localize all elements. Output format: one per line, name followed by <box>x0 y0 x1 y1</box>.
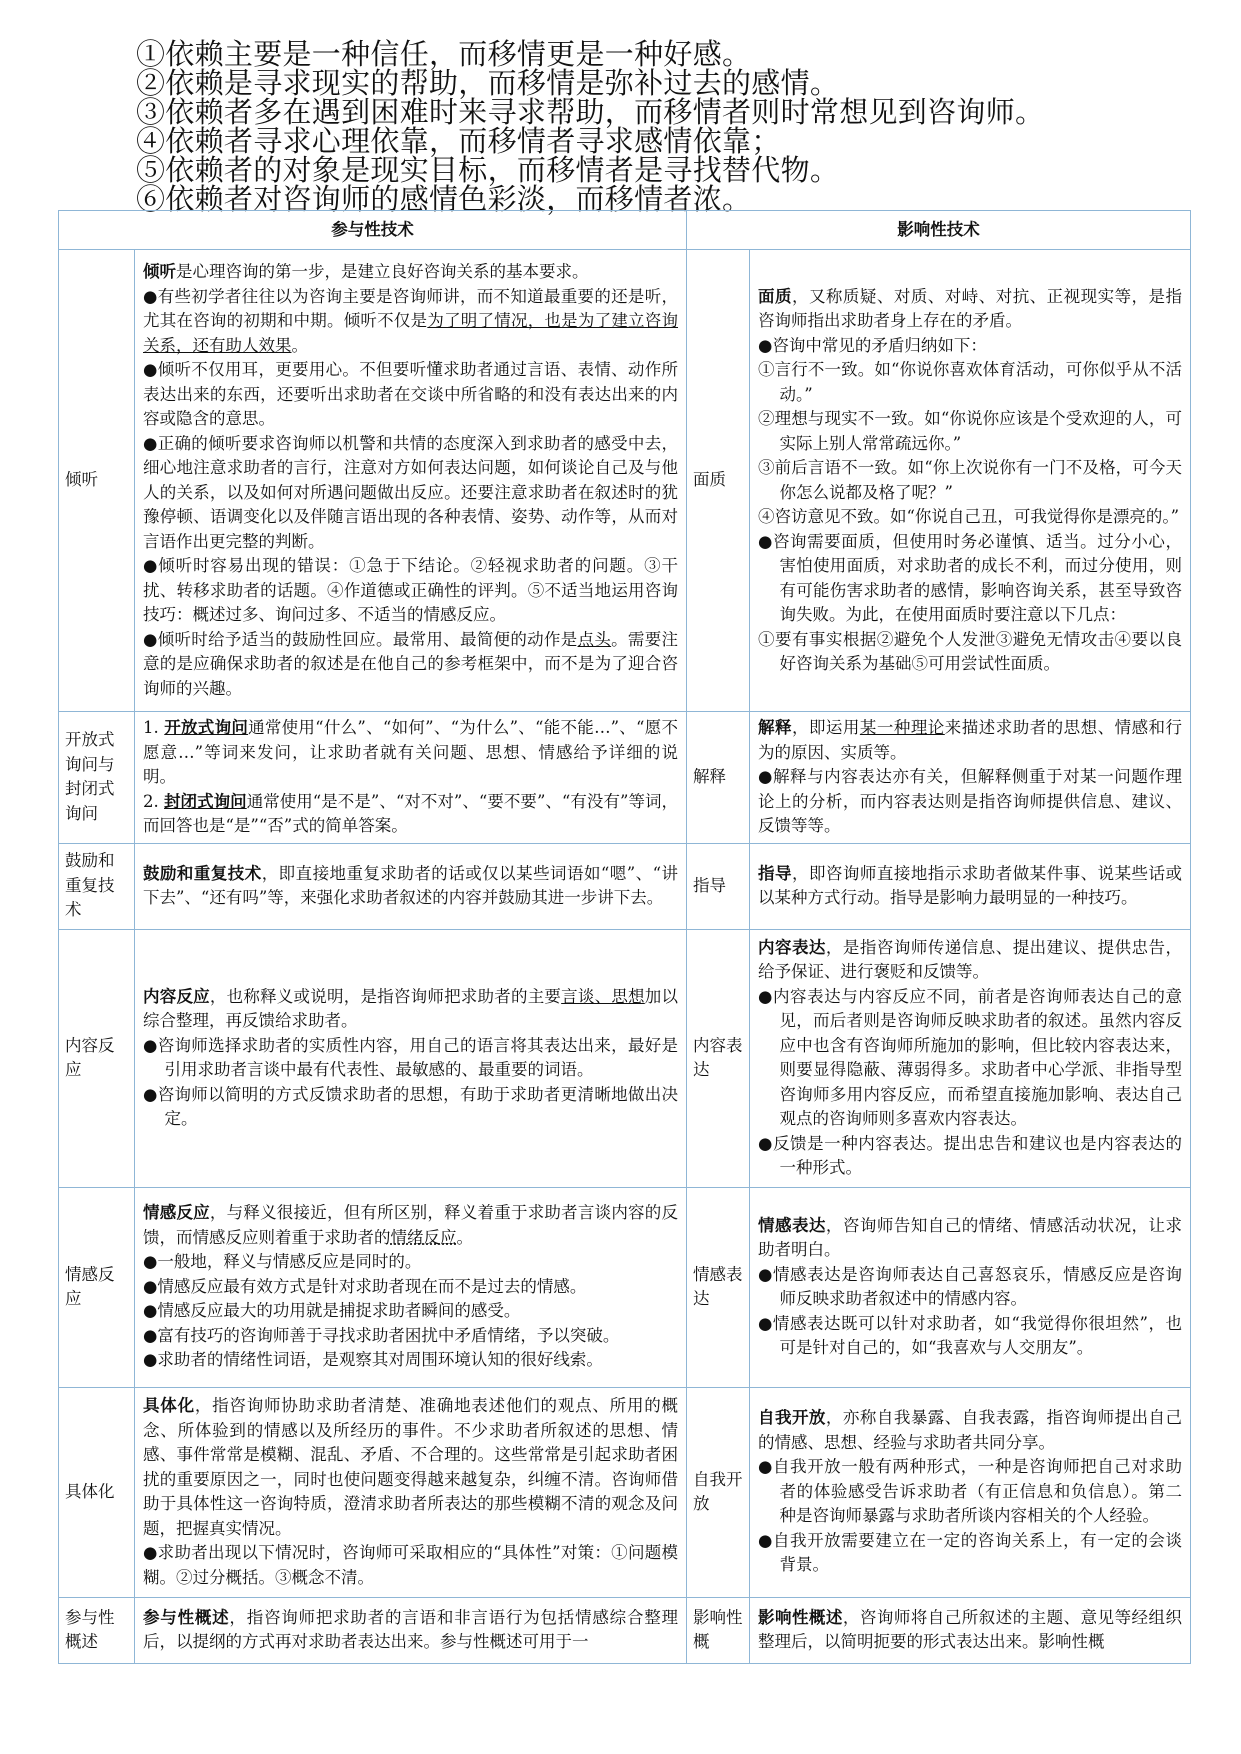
paragraph-text: ●倾听时给予适当的鼓励性回应。最常用、最简便的动作是 <box>143 629 578 649</box>
left-technique-content <box>135 929 687 1187</box>
paragraph-text: ①要有事实根据②避免个人发泄③避免无情攻击④要以良好咨询关系为基础⑤可用尝试性面质。 <box>758 629 1182 673</box>
paragraph-text: ●解释与内容表达亦有关，但解释侧重于对某一问题作理论上的分析，而内容表达则是指咨询师提供信息、建议、反馈等等。 <box>758 767 1182 835</box>
paragraph <box>143 1324 678 1349</box>
left-technique-content <box>135 1597 687 1663</box>
paragraph-text: ，亦称自我暴露、自我表露，指咨询师提出自己的情感、思想、经验与求助者共同分享。 <box>758 1408 1183 1452</box>
paragraph-text: ●咨询师以简明的方式反馈求助者的思想，有助于求助者更清晰地做出决定。 <box>143 1084 678 1128</box>
table-row <box>59 843 1191 929</box>
paragraph-text: ①言行不一致。如“你说你喜欢体育活动，可你似乎从不活动。” <box>758 360 1182 404</box>
intro-line: ①依赖主要是一种信任，而移情更是一种好感。 <box>136 37 752 71</box>
table-row <box>59 1187 1191 1387</box>
left-technique-label: 具体化 <box>59 1387 135 1597</box>
paragraph <box>143 862 678 911</box>
table-row <box>59 712 1191 844</box>
paragraph-text: ②理想与现实不一致。如“你说你应该是个受欢迎的人，可实际上别人常常疏远你。” <box>758 409 1182 453</box>
paragraph <box>758 1263 1182 1312</box>
paragraph-text: ●情感表达既可以针对求助者，如“我觉得你很坦然”，也可是针对自己的，如“我喜欢与人交朋友”。 <box>758 1313 1182 1357</box>
paragraph <box>758 862 1182 911</box>
left-technique-label: 开放式询问与封闭式询问 <box>59 712 135 844</box>
paragraph-text: ③前后言语不一致。如“你上次说你有一门不及格，可今天你怎么说都及格了呢？” <box>758 458 1182 502</box>
paragraph-text: ●倾听不仅用耳，更要用心。不但要听懂求助者通过言语、表情、动作所表达出来的东西，还要听出求助者在交谈中所省略的和没有表达出来的内容或隐含的意思。 <box>143 360 678 428</box>
paragraph <box>143 1201 678 1250</box>
paragraph-text: ，即运用 <box>791 718 860 737</box>
paragraph-text: 通常使用“是不是”、“对不对”、“要不要”、“有没有”等词，而回答也是“是”“否”式的简单答案。 <box>143 791 679 835</box>
left-technique-label: 参与性概述 <box>59 1597 135 1663</box>
paragraph-text: 。需要注意的是应确保求助者的叙述是在他自己的参考框架中，而不是为了迎合咨询师的兴趣。 <box>143 629 679 698</box>
term-label: 自我开放 <box>758 1408 826 1428</box>
right-technique-label: 指导 <box>687 843 750 929</box>
paragraph <box>143 1034 678 1083</box>
paragraph-text: ，与释义很接近，但有所区别，释义着重于求助者言谈内容的反馈，而情感反应则着重于求助者的 <box>143 1203 679 1247</box>
paragraph <box>143 790 678 839</box>
paragraph <box>143 716 678 790</box>
paragraph-text: ，又称质疑、对质、对峙、对抗、正视现实等，是指咨询师指出求助者身上存在的矛盾。 <box>758 286 1183 330</box>
paragraph <box>758 936 1182 985</box>
paragraph <box>758 530 1182 628</box>
right-technique-label: 内容表达 <box>687 929 750 1187</box>
intro-line: ⑥依赖者对咨询师的感情色彩淡，而移情者浓。 <box>136 182 752 216</box>
term-label: 开放式询问 <box>164 718 249 737</box>
paragraph-text: ●自我开放需要建立在一定的咨询关系上，有一定的会谈背景。 <box>758 1530 1182 1575</box>
right-technique-content <box>750 1387 1191 1597</box>
dotted-underlined-text: 情绪反应 <box>390 1227 457 1247</box>
paragraph-text: ●自我开放一般有两种形式，一种是咨询师把自己对求助者的体验感受告诉求助者（有正信息和负信息）。第二种是咨询师暴露与求助者所谈内容相关的个人经验。 <box>758 1457 1182 1526</box>
table-row <box>59 1597 1191 1663</box>
paragraph <box>758 716 1182 765</box>
intro-line: ②依赖是寻求现实的帮助，而移情是弥补过去的感情。 <box>136 66 840 100</box>
term-label: 鼓励和重复技术 <box>143 863 262 883</box>
paragraph-text: ●求助者出现以下情况时，咨询师可采取相应的“具体性”对策：①问题模糊。②过分概括。③概念不清。 <box>143 1543 678 1587</box>
paragraph <box>758 1606 1182 1655</box>
term-label: 情感表达 <box>758 1215 826 1235</box>
list-number: 1. <box>143 718 165 737</box>
right-technique-label: 影响性概 <box>687 1597 750 1663</box>
underlined-text: 某一种理论 <box>859 718 945 737</box>
term-label: 内容表达 <box>758 937 826 957</box>
paragraph <box>143 1250 678 1275</box>
paragraph-text: ●咨询中常见的矛盾归纳如下： <box>758 335 987 355</box>
paragraph <box>758 628 1182 677</box>
paragraph-text: ，咨询师告知自己的情绪、情感活动状况，让求助者明白。 <box>758 1215 1183 1259</box>
term-label: 具体化 <box>143 1396 195 1415</box>
paragraph-text: ●情感反应最有效方式是针对求助者现在而不是过去的情感。 <box>143 1276 587 1296</box>
right-technique-content <box>750 250 1191 712</box>
paragraph-text: ●倾听时容易出现的错误：①急于下结论。②轻视求助者的问题。③干扰、转移求助者的话题。④作道德或正确性的评判。⑤不适当地运用咨询技巧：概述过多、询问过多、不适当的情感反应。 <box>143 556 678 624</box>
paragraph <box>758 1455 1182 1529</box>
paragraph-text: 。 <box>456 1227 473 1247</box>
techniques-table <box>58 210 1191 1664</box>
paragraph-text: ●一般地，释义与情感反应是同时的。 <box>143 1252 422 1272</box>
left-technique-label: 倾听 <box>59 250 135 712</box>
left-technique-content <box>135 250 687 712</box>
paragraph-text: ●咨询需要面质，但使用时务必谨慎、适当。过分小心，害怕使用面质，对求助者的成长不利，而过分使用，则有可能伤害求助者的感情，影响咨询关系，甚至导致咨询失败。为此，在使用面质时要注意以下几点： <box>758 531 1182 624</box>
paragraph-text: ●反馈是一种内容表达。提出忠告和建议也是内容表达的一种形式。 <box>758 1133 1182 1177</box>
paragraph-text: 。 <box>291 335 308 355</box>
paragraph-text: ，即直接地重复求助者的话或仅以某些词语如“嗯”、“讲下去”、“还有吗”等，来强化求助者叙述的内容并鼓励其进一步讲下去。 <box>143 863 678 907</box>
header-influential: 影响性技术 <box>687 211 1191 250</box>
term-label: 影响性概述 <box>758 1607 843 1627</box>
paragraph-text: ，也称释义或说明，是指咨询师把求助者的主要 <box>209 986 562 1006</box>
right-technique-content <box>750 929 1191 1187</box>
paragraph <box>143 1394 678 1541</box>
paragraph <box>143 554 678 628</box>
paragraph <box>143 628 678 702</box>
paragraph-text: ●正确的倾听要求咨询师以机警和共情的态度深入到求助者的感受中去，细心地注意求助者的言行，注意对方如何表达问题，如何谈论自己及与他人的关系，以及如何对所遇问题做出反应。还要注意求助者在叙述时的犹豫停顿、语调变化以及伴随言语出现的各种表情、姿势、动作等，从而对言语作出更完整的判断。 <box>143 433 678 551</box>
paragraph-text: ，指咨询师协助求助者清楚、准确地表述他们的观点、所用的概念、所体验到的情感以及所经历的事件。不少求助者所叙述的思想、情感、事件常常是模糊、混乱、矛盾、不合理的。这些常常是引起求助者困扰的重要原因之一，同时也使问题变得越来越复杂，纠缠不清。咨询师借助于具体性这一咨询特质，澄清求助者所表达的那些模糊不清的观念及问题，把握真实情况。 <box>143 1396 679 1538</box>
paragraph <box>758 765 1182 839</box>
paragraph <box>143 1606 678 1655</box>
term-label: 面质 <box>758 286 792 306</box>
paragraph-text: ●情感表达是咨询师表达自己喜怒哀乐，情感反应是咨询师反映求助者叙述中的情感内容。 <box>758 1264 1182 1308</box>
left-technique-label: 情感反应 <box>59 1187 135 1387</box>
paragraph <box>143 358 678 432</box>
paragraph <box>143 1541 678 1590</box>
term-label: 参与性概述 <box>143 1607 230 1627</box>
term-label: 解释 <box>758 718 792 737</box>
paragraph <box>143 432 678 555</box>
intro-line: ③依赖者多在遇到困难时来寻求帮助，而移情者则时常想见到咨询师。 <box>136 95 1045 129</box>
right-technique-content <box>750 843 1191 929</box>
right-technique-content <box>750 712 1191 844</box>
table-header-row <box>59 211 1191 250</box>
paragraph <box>758 1406 1182 1455</box>
table-body <box>59 250 1191 1664</box>
paragraph <box>758 456 1182 505</box>
paragraph <box>143 1275 678 1300</box>
term-label: 倾听 <box>143 262 176 281</box>
left-technique-label: 鼓励和重复技术 <box>59 843 135 929</box>
term-label: 内容反应 <box>143 986 210 1006</box>
paragraph <box>143 285 678 359</box>
paragraph-text: 是心理咨询的第一步，是建立良好咨询关系的基本要求。 <box>176 262 589 281</box>
paragraph <box>758 358 1182 407</box>
paragraph-text: ④咨访意见不致。如“你说自己丑，可我觉得你是漂亮的。” <box>758 507 1180 526</box>
paragraph-text: ，指咨询师把求助者的言语和非言语行为包括情感综合整理后，以提纲的方式再对求助者表达出来。参与性概述可用于一 <box>143 1607 679 1651</box>
underlined-text: 点头 <box>577 629 612 649</box>
table-row <box>59 250 1191 712</box>
paragraph <box>758 985 1182 1132</box>
paragraph <box>143 1083 678 1132</box>
paragraph-text: ●求助者的情绪性词语，是观察其对周围环境认知的很好线索。 <box>143 1350 603 1370</box>
intro-line: ④依赖者寻求心理依靠，而移情者寻求感情依靠； <box>136 124 781 158</box>
table-row <box>59 929 1191 1187</box>
paragraph <box>758 285 1182 334</box>
right-technique-label: 情感表达 <box>687 1187 750 1387</box>
paragraph <box>758 1312 1182 1361</box>
paragraph-text: ，咨询师将自己所叙述的主题、意见等经组织整理后，以简明扼要的形式表达出来。影响性概 <box>758 1607 1183 1651</box>
paragraph <box>758 334 1182 359</box>
term-label: 封闭式询问 <box>164 791 247 811</box>
left-technique-content <box>135 843 687 929</box>
paragraph-text: ●咨询师选择求助者的实质性内容，用自己的语言将其表达出来，最好是引用求助者言谈中最有代表性、最敏感的、最重要的词语。 <box>143 1035 678 1079</box>
left-technique-label: 内容反应 <box>59 929 135 1187</box>
paragraph <box>758 407 1182 456</box>
paragraph <box>758 1529 1182 1578</box>
underlined-text: 为了明了情况，也是为了建立咨询关系，还有助人效果 <box>143 311 679 355</box>
paragraph-text: ●富有技巧的咨询师善于寻找求助者困扰中矛盾情绪，予以突破。 <box>143 1325 620 1345</box>
term-label: 情感反应 <box>143 1203 210 1223</box>
paragraph-text: 通常使用“什么”、“如何”、“为什么”、“能不能…”、“愿不愿意…”等词来发问，让求助者就有关问题、思想、情感给予详细的说明。 <box>143 718 679 786</box>
paragraph-text: ●有些初学者往往以为咨询主要是咨询师讲，而不知道最重要的还是听，尤其在咨询的初期和中期。倾听不仅是 <box>143 286 678 330</box>
left-technique-content <box>135 1187 687 1387</box>
header-participative: 参与性技术 <box>59 211 687 250</box>
table-row <box>59 1387 1191 1597</box>
list-number: 2. <box>143 791 165 811</box>
intro-line: ⑤依赖者的对象是现实目标，而移情者是寻找替代物。 <box>136 153 840 187</box>
right-technique-label: 自我开放 <box>687 1387 750 1597</box>
paragraph-text: ●情感反应最大的功用就是捕捉求助者瞬间的感受。 <box>143 1301 521 1321</box>
paragraph <box>758 1132 1182 1181</box>
paragraph <box>143 1299 678 1324</box>
paragraph-text: ，是指咨询师传递信息、提出建议、提供忠告，给予保证、进行褒贬和反馈等。 <box>758 937 1183 981</box>
paragraph <box>143 985 678 1034</box>
paragraph <box>758 1214 1182 1263</box>
left-technique-content <box>135 1387 687 1597</box>
right-technique-content <box>750 1597 1191 1663</box>
paragraph-text: ，即咨询师直接地指示求助者做某件事、说某些话或以某种方式行动。指导是影响力最明显的一种技巧。 <box>758 863 1183 907</box>
paragraph-text: 加以综合整理，再反馈给求助者。 <box>143 986 679 1030</box>
right-technique-content <box>750 1187 1191 1387</box>
intro-list <box>136 37 1226 216</box>
paragraph <box>143 260 678 285</box>
right-technique-label: 解释 <box>687 712 750 844</box>
right-technique-label: 面质 <box>687 250 750 712</box>
paragraph <box>758 505 1182 530</box>
paragraph-text: 来描述求助者的思想、情感和行为的原因、实质等。 <box>758 718 1183 762</box>
left-technique-content <box>135 712 687 844</box>
paragraph <box>143 1348 678 1373</box>
paragraph-text: ●内容表达与内容反应不同，前者是咨询师表达自己的意见，而后者则是咨询师反映求助者的叙述。虽然内容反应中也含有咨询师所施加的影响，但比较内容表达来，则要显得隐蔽、薄弱得多。求助者中心学派、非指导型咨询师多用内容反应，而希望直接施加影响、表达自己观点的咨询师则多喜欢内容表达。 <box>758 986 1182 1128</box>
underlined-text: 言谈、思想 <box>561 986 645 1006</box>
term-label: 指导 <box>758 863 792 883</box>
